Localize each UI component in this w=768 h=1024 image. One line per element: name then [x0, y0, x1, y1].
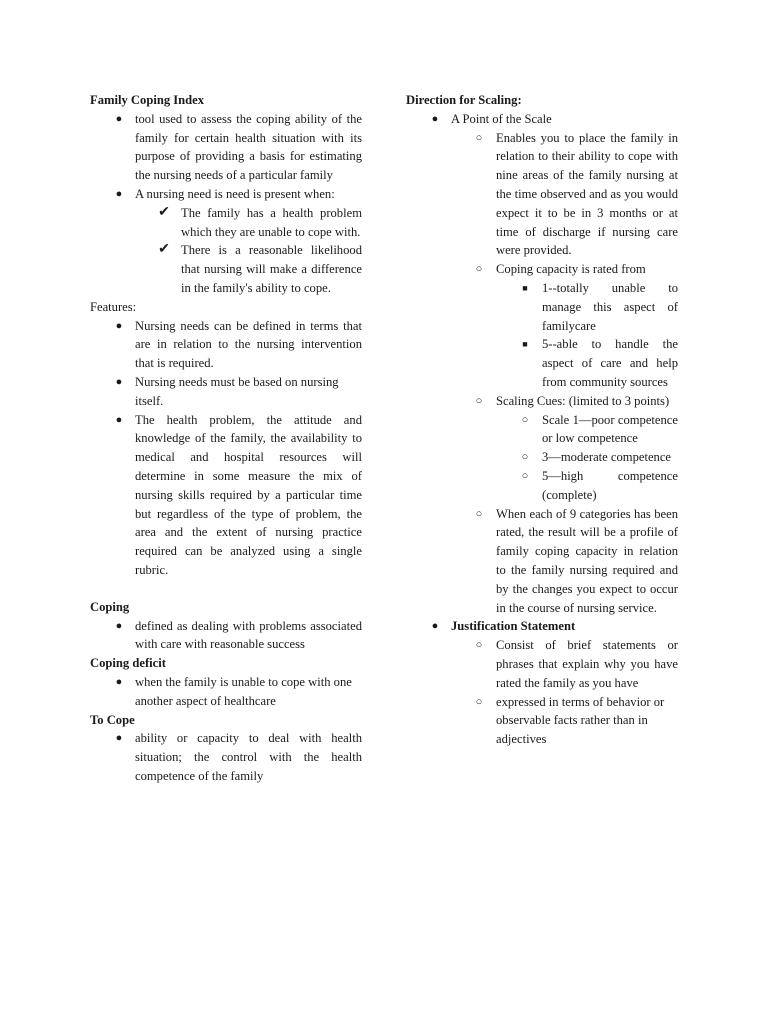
cue-text: Scale 1—poor competence or low competence [542, 412, 678, 446]
list-item [406, 279, 678, 335]
list-item [406, 693, 678, 749]
enables-text: Enables you to place the family in relation to their ability to cope with nine areas of the family nursing at the time observed and as you would expect it to be in 3 months or at time of discharge if nursing care were provided. [496, 130, 678, 258]
bullet-icon: ● [115, 319, 123, 332]
justification-statement-label: Justification Statement [451, 619, 576, 634]
direction-for-scaling-heading: Direction for Scaling: [406, 93, 522, 107]
fci-definition: tool used to assess the coping ability of the family for certain health situation with its purpose of providing a basis for estimating the nursing needs of a particular family [135, 111, 362, 183]
family-coping-index-heading: Family Coping Index [90, 93, 205, 107]
justification-text: expressed in terms of behavior or observable facts rather than in adjectives [496, 694, 665, 747]
circle-bullet-icon: ○ [475, 639, 483, 652]
list-item [406, 392, 678, 411]
features-label: Features: [90, 299, 137, 314]
circle-bullet-icon: ○ [475, 131, 483, 144]
bullet-icon: ● [115, 675, 123, 688]
nursing-need-text: A nursing need is need is present when: [135, 186, 335, 201]
list-item [406, 467, 678, 505]
check-item-text: The family has a health problem which they are unable to cope with. [181, 205, 362, 239]
list-item [406, 448, 678, 467]
list-item [90, 673, 362, 711]
list-item [406, 129, 678, 261]
to-cope-definition: ability or capacity to deal with health situation; the control with the health competence of the family [135, 731, 362, 783]
coping-definition: defined as dealing with problems associated with care with reasonable success [135, 618, 362, 652]
point-of-scale-label: A Point of the Scale [451, 111, 552, 126]
list-item [406, 260, 678, 279]
feature-text: Nursing needs must be based on nursing itself. [135, 374, 339, 408]
circle-bullet-icon: ○ [475, 263, 483, 276]
feature-text: The health problem, the attitude and knowledge of the family, the availability to medical and hospital resources will determine in some measure the mix of nursing skills required by a particular time but regardless of the type of problem, the area and the extent of nursing practice required can be analyzed using a single rubric. [135, 412, 362, 577]
feature-text: Nursing needs can be defined in terms that are in relation to the nursing intervention that is required. [135, 318, 362, 371]
circle-bullet-icon: ○ [475, 695, 483, 708]
bullet-icon: ● [431, 620, 439, 633]
list-item [406, 335, 678, 391]
list-item [90, 110, 362, 185]
list-item [90, 185, 362, 204]
list-item [90, 373, 362, 411]
list-item [90, 241, 362, 297]
list-item [406, 411, 678, 449]
square-bullet-icon: ■ [522, 282, 528, 293]
check-item-text: There is a reasonable likelihood that nursing will make a difference in the family's ability to cope. [181, 243, 362, 295]
when-rated-text: When each of 9 categories has been rated, the result will be a profile of family coping capacity in relation to the family nursing required and by the changes you expect to occur in the course of nursing service. [496, 506, 678, 615]
checkmark-icon: ✔ [158, 204, 170, 220]
list-item [406, 617, 678, 636]
list-item [406, 505, 678, 618]
bullet-icon: ● [115, 732, 123, 745]
list-item [90, 729, 362, 785]
list-item [90, 617, 362, 655]
rated-from-text: Coping capacity is rated from [496, 262, 646, 277]
left-column [90, 91, 362, 786]
list-item [90, 317, 362, 373]
bullet-icon: ● [115, 375, 123, 388]
bullet-icon: ● [115, 112, 123, 125]
checkmark-icon: ✔ [158, 242, 170, 258]
coping-heading: Coping [90, 599, 130, 614]
circle-bullet-icon: ○ [521, 413, 529, 426]
rating-text: 5--able to handle the aspect of care and help from community sources [542, 337, 678, 389]
circle-bullet-icon: ○ [475, 507, 483, 520]
bullet-icon: ● [115, 187, 123, 200]
list-item [90, 411, 362, 580]
scaling-cues-label: Scaling Cues: (limited to 3 points) [496, 393, 670, 408]
coping-deficit-definition: when the family is unable to cope with one another aspect of healthcare [135, 674, 352, 708]
cue-text: 3—moderate competence [542, 450, 672, 465]
list-item [90, 204, 362, 242]
circle-bullet-icon: ○ [475, 394, 483, 407]
bullet-icon: ● [115, 413, 123, 426]
spacer [90, 580, 362, 598]
list-item [406, 636, 678, 692]
rating-text: 1--totally unable to manage this aspect of familycare [542, 280, 678, 333]
coping-deficit-heading: Coping deficit [90, 656, 166, 671]
bullet-icon: ● [115, 619, 123, 632]
justification-text: Consist of brief statements or phrases that explain why you have rated the family as you have [496, 638, 678, 690]
circle-bullet-icon: ○ [521, 469, 529, 482]
bullet-icon: ● [431, 112, 439, 125]
to-cope-heading: To Cope [90, 712, 135, 727]
circle-bullet-icon: ○ [521, 451, 529, 464]
right-column [406, 91, 678, 749]
square-bullet-icon: ■ [522, 339, 528, 350]
cue-text: 5—high competence (complete) [542, 468, 678, 502]
list-item [406, 110, 678, 129]
